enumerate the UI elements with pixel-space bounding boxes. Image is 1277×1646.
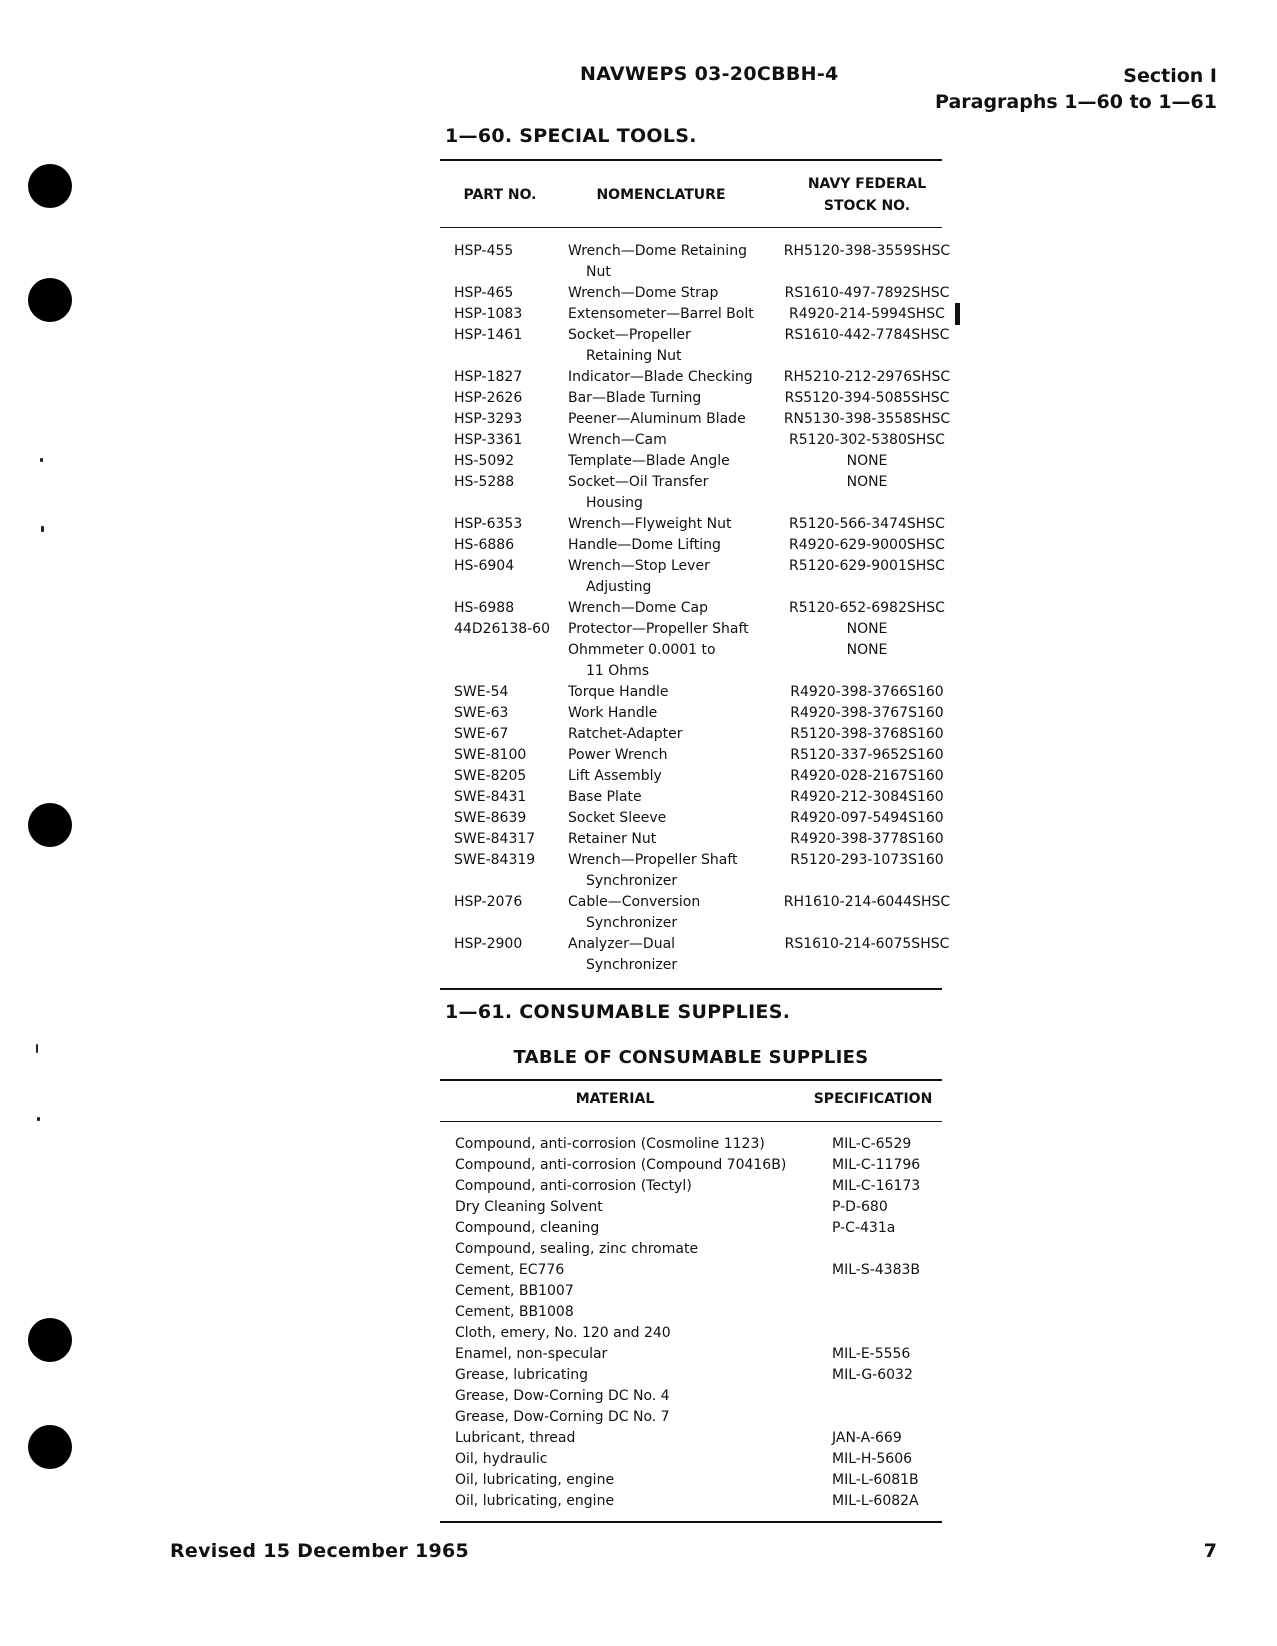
nomenclature: Torque Handle (568, 684, 669, 700)
table-rule-top (440, 159, 942, 161)
table-rule-bottom (440, 1521, 942, 1523)
table-row (440, 1134, 950, 1155)
table-row (440, 1407, 950, 1428)
specification: MIL-E-5556 (832, 1346, 911, 1362)
table-row (440, 556, 950, 598)
stock-number: RH1610-214-6044SHSC (783, 894, 951, 910)
table-row (440, 829, 950, 850)
stock-number: RS1610-497-7892SHSC (784, 285, 950, 301)
nomenclature: Protector—Propeller Shaft (568, 621, 749, 637)
table-row (440, 745, 950, 766)
nomenclature: Wrench—Flyweight Nut (568, 516, 732, 532)
stock-number: RH5120-398-3559SHSC (783, 243, 951, 259)
nomenclature-cell (568, 787, 788, 808)
specification: P-C-431a (832, 1220, 896, 1236)
header-rule (440, 227, 942, 228)
table-rule-top (440, 1079, 942, 1081)
nomenclature-continued: Synchronizer (586, 873, 678, 889)
table-row (440, 1428, 950, 1449)
specification: MIL-C-6529 (832, 1136, 912, 1152)
material: Enamel, non-specular (455, 1346, 608, 1362)
table-row (440, 640, 950, 682)
table-row (440, 388, 950, 409)
material: Cement, BB1007 (455, 1283, 574, 1299)
material: Oil, lubricating, engine (455, 1493, 615, 1509)
nomenclature-cell (568, 367, 788, 388)
table-row (440, 1281, 950, 1302)
nomenclature: Cable—Conversion (568, 894, 701, 910)
section-label: Section I (1123, 65, 1217, 87)
table-row (440, 1491, 950, 1512)
table-row (440, 304, 950, 325)
specification: MIL-C-16173 (832, 1178, 921, 1194)
part-number: SWE-54 (454, 684, 509, 700)
table-row (440, 934, 950, 976)
nomenclature: Extensometer—Barrel Bolt (568, 306, 754, 322)
nomenclature: Analyzer—Dual (568, 936, 676, 952)
stock-number: RH5210-212-2976SHSC (783, 369, 951, 385)
specification: MIL-L-6081B (832, 1472, 919, 1488)
table-row (440, 619, 950, 640)
material: Compound, anti-corrosion (Cosmoline 1123) (455, 1136, 765, 1152)
nomenclature: Ratchet-Adapter (568, 726, 683, 742)
part-number: HSP-2900 (454, 936, 523, 952)
column-header-stock-no (782, 173, 952, 217)
revision-date: Revised 15 December 1965 (170, 1540, 470, 1562)
nomenclature-cell (568, 409, 788, 430)
nomenclature-cell (568, 451, 788, 472)
nomenclature-cell (568, 388, 788, 409)
material: Cement, BB1008 (455, 1304, 574, 1320)
part-number: SWE-84317 (454, 831, 536, 847)
table-row (440, 1239, 950, 1260)
part-number: SWE-63 (454, 705, 509, 721)
stock-header-line2: STOCK NO. (823, 198, 911, 214)
table-row (440, 1197, 950, 1218)
nomenclature: Indicator—Blade Checking (568, 369, 753, 385)
stock-number: NONE (846, 453, 888, 469)
nomenclature-continued: Synchronizer (586, 957, 678, 973)
nomenclature-cell (568, 535, 788, 556)
change-bar (955, 303, 960, 325)
table-row (440, 766, 950, 787)
nomenclature-cell (568, 472, 788, 514)
column-header-material: MATERIAL (575, 1091, 655, 1107)
part-number: HSP-3361 (454, 432, 523, 448)
nomenclature: Peener—Aluminum Blade (568, 411, 746, 427)
stock-number: R4920-398-3766S160 (790, 684, 944, 700)
nomenclature-cell (568, 745, 788, 766)
material: Grease, Dow-Corning DC No. 7 (455, 1409, 670, 1425)
stock-number: NONE (846, 474, 888, 490)
column-header-nomenclature: NOMENCLATURE (596, 187, 726, 203)
nomenclature-cell (568, 304, 788, 325)
stock-number: RS5120-394-5085SHSC (784, 390, 950, 406)
table-row (440, 472, 950, 514)
table-row (440, 325, 950, 367)
table-row (440, 808, 950, 829)
consumables-table-title: TABLE OF CONSUMABLE SUPPLIES (513, 1047, 869, 1068)
nomenclature: Wrench—Dome Strap (568, 285, 719, 301)
material: Oil, lubricating, engine (455, 1472, 615, 1488)
table-row (440, 892, 950, 934)
part-number: HS-6904 (454, 558, 515, 574)
stock-number: R4920-028-2167S160 (790, 768, 944, 784)
part-number: SWE-67 (454, 726, 509, 742)
part-number: SWE-8431 (454, 789, 527, 805)
nomenclature: Power Wrench (568, 747, 668, 763)
material: Compound, cleaning (455, 1220, 600, 1236)
stock-number: NONE (846, 642, 888, 658)
specification: MIL-C-11796 (832, 1157, 921, 1173)
nomenclature: Ohmmeter 0.0001 to (568, 642, 716, 658)
nomenclature-cell (568, 934, 788, 976)
stock-number: RS1610-214-6075SHSC (784, 936, 950, 952)
nomenclature-cell (568, 430, 788, 451)
nomenclature: Template—Blade Angle (568, 453, 730, 469)
stock-number: R5120-337-9652S160 (790, 747, 944, 763)
material: Compound, anti-corrosion (Tectyl) (455, 1178, 692, 1194)
stock-number: R5120-293-1073S160 (790, 852, 944, 868)
nomenclature-cell (568, 766, 788, 787)
nomenclature-cell (568, 556, 788, 598)
table-row (440, 1470, 950, 1491)
table-row (440, 535, 950, 556)
nomenclature: Wrench—Propeller Shaft (568, 852, 738, 868)
material: Grease, lubricating (455, 1367, 589, 1383)
paragraphs-label: Paragraphs 1—60 to 1—61 (935, 91, 1217, 113)
stock-number: NONE (846, 621, 888, 637)
specification: MIL-H-5606 (832, 1451, 913, 1467)
nomenclature-cell (568, 283, 788, 304)
table-row (440, 1344, 950, 1365)
scan-speck (37, 1117, 40, 1121)
stock-number: R5120-652-6982SHSC (789, 600, 945, 616)
nomenclature-cell (568, 619, 788, 640)
table-row (440, 451, 950, 472)
nomenclature-continued: Synchronizer (586, 915, 678, 931)
nomenclature: Wrench—Dome Retaining (568, 243, 747, 259)
nomenclature-cell (568, 640, 788, 682)
table-row (440, 514, 950, 535)
stock-number: R5120-302-5380SHSC (789, 432, 945, 448)
nomenclature: Socket—Oil Transfer (568, 474, 709, 490)
stock-header-line1: NAVY FEDERAL (807, 176, 927, 192)
nomenclature-cell (568, 514, 788, 535)
column-header-part-no: PART NO. (463, 187, 537, 203)
nomenclature-cell (568, 808, 788, 829)
nomenclature: Base Plate (568, 789, 642, 805)
stock-number: R5120-629-9001SHSC (789, 558, 945, 574)
table-row (440, 409, 950, 430)
nomenclature: Retainer Nut (568, 831, 657, 847)
table-row (440, 787, 950, 808)
table-row (440, 682, 950, 703)
specification: MIL-L-6082A (832, 1493, 919, 1509)
material: Grease, Dow-Corning DC No. 4 (455, 1388, 670, 1404)
scan-speck (41, 526, 44, 532)
table-row (440, 367, 950, 388)
stock-number: RS1610-442-7784SHSC (784, 327, 950, 343)
part-number: HS-6988 (454, 600, 515, 616)
page-header-right (935, 63, 1217, 115)
part-number: HS-5288 (454, 474, 515, 490)
part-number: 44D26138-60 (454, 621, 550, 637)
material: Cloth, emery, No. 120 and 240 (455, 1325, 671, 1341)
stock-number: R5120-398-3768S160 (790, 726, 944, 742)
material: Oil, hydraulic (455, 1451, 548, 1467)
stock-number: R4920-398-3767S160 (790, 705, 944, 721)
nomenclature: Wrench—Cam (568, 432, 667, 448)
specification: MIL-G-6032 (832, 1367, 913, 1383)
table-row (440, 1260, 950, 1281)
table-row (440, 1365, 950, 1386)
nomenclature-continued: Nut (586, 264, 611, 280)
table-row (440, 598, 950, 619)
nomenclature: Work Handle (568, 705, 658, 721)
material: Cement, EC776 (455, 1262, 565, 1278)
nomenclature-continued: Adjusting (586, 579, 652, 595)
binder-hole (28, 1425, 72, 1469)
document-number: NAVWEPS 03-20CBBH-4 (580, 63, 839, 85)
part-number: HS-6886 (454, 537, 515, 553)
header-rule (440, 1121, 942, 1122)
stock-number: R4920-629-9000SHSC (789, 537, 945, 553)
table-row (440, 1386, 950, 1407)
part-number: SWE-8100 (454, 747, 527, 763)
material: Dry Cleaning Solvent (455, 1199, 603, 1215)
nomenclature-cell (568, 682, 788, 703)
nomenclature-cell (568, 829, 788, 850)
table-row (440, 283, 950, 304)
table-row (440, 1323, 950, 1344)
stock-number: R4920-214-5994SHSC (789, 306, 945, 322)
part-number: SWE-8205 (454, 768, 527, 784)
table-row (440, 1449, 950, 1470)
consumable-supplies-heading: 1—61. CONSUMABLE SUPPLIES. (445, 1001, 791, 1023)
table-row (440, 1155, 950, 1176)
stock-number: RN5130-398-3558SHSC (783, 411, 951, 427)
nomenclature-cell (568, 892, 788, 934)
table-rule-bottom (440, 988, 942, 990)
nomenclature: Handle—Dome Lifting (568, 537, 721, 553)
scan-speck (40, 458, 43, 462)
special-tools-table (440, 241, 950, 976)
page-number: 7 (1203, 1540, 1217, 1562)
nomenclature: Wrench—Dome Cap (568, 600, 709, 616)
stock-number: R4920-212-3084S160 (790, 789, 944, 805)
stock-number: R4920-097-5494S160 (790, 810, 944, 826)
part-number: HSP-3293 (454, 411, 523, 427)
nomenclature-cell (568, 325, 788, 367)
nomenclature-cell (568, 598, 788, 619)
table-row (440, 241, 950, 283)
part-number: HSP-1083 (454, 306, 523, 322)
nomenclature: Bar—Blade Turning (568, 390, 702, 406)
binder-hole (28, 164, 72, 208)
nomenclature-continued: Housing (586, 495, 643, 511)
nomenclature-cell (568, 241, 788, 283)
binder-hole (28, 278, 72, 322)
nomenclature-continued: 11 Ohms (586, 663, 650, 679)
stock-number: R5120-566-3474SHSC (789, 516, 945, 532)
scan-speck (36, 1044, 38, 1053)
part-number: HSP-1461 (454, 327, 523, 343)
material: Lubricant, thread (455, 1430, 576, 1446)
table-row (440, 1218, 950, 1239)
table-row (440, 724, 950, 745)
part-number: HSP-455 (454, 243, 514, 259)
nomenclature-continued: Retaining Nut (586, 348, 682, 364)
table-row (440, 850, 950, 892)
nomenclature-cell (568, 724, 788, 745)
nomenclature: Wrench—Stop Lever (568, 558, 710, 574)
nomenclature-cell (568, 850, 788, 892)
specification: MIL-S-4383B (832, 1262, 920, 1278)
part-number: SWE-8639 (454, 810, 527, 826)
part-number: HSP-2626 (454, 390, 523, 406)
nomenclature: Socket Sleeve (568, 810, 667, 826)
specification: JAN-A-669 (832, 1430, 902, 1446)
binder-hole (28, 803, 72, 847)
nomenclature: Lift Assembly (568, 768, 662, 784)
column-header-specification: SPECIFICATION (813, 1091, 933, 1107)
table-row (440, 1176, 950, 1197)
part-number: HSP-6353 (454, 516, 523, 532)
table-row (440, 430, 950, 451)
special-tools-heading: 1—60. SPECIAL TOOLS. (445, 125, 697, 147)
specification: P-D-680 (832, 1199, 888, 1215)
consumables-table (440, 1134, 950, 1512)
nomenclature: Socket—Propeller (568, 327, 691, 343)
table-row (440, 1302, 950, 1323)
part-number: SWE-84319 (454, 852, 536, 868)
material: Compound, anti-corrosion (Compound 70416B) (455, 1157, 787, 1173)
material: Compound, sealing, zinc chromate (455, 1241, 699, 1257)
part-number: HS-5092 (454, 453, 515, 469)
part-number: HSP-1827 (454, 369, 523, 385)
nomenclature-cell (568, 703, 788, 724)
part-number: HSP-2076 (454, 894, 523, 910)
part-number: HSP-465 (454, 285, 514, 301)
stock-number: R4920-398-3778S160 (790, 831, 944, 847)
table-row (440, 703, 950, 724)
binder-hole (28, 1318, 72, 1362)
